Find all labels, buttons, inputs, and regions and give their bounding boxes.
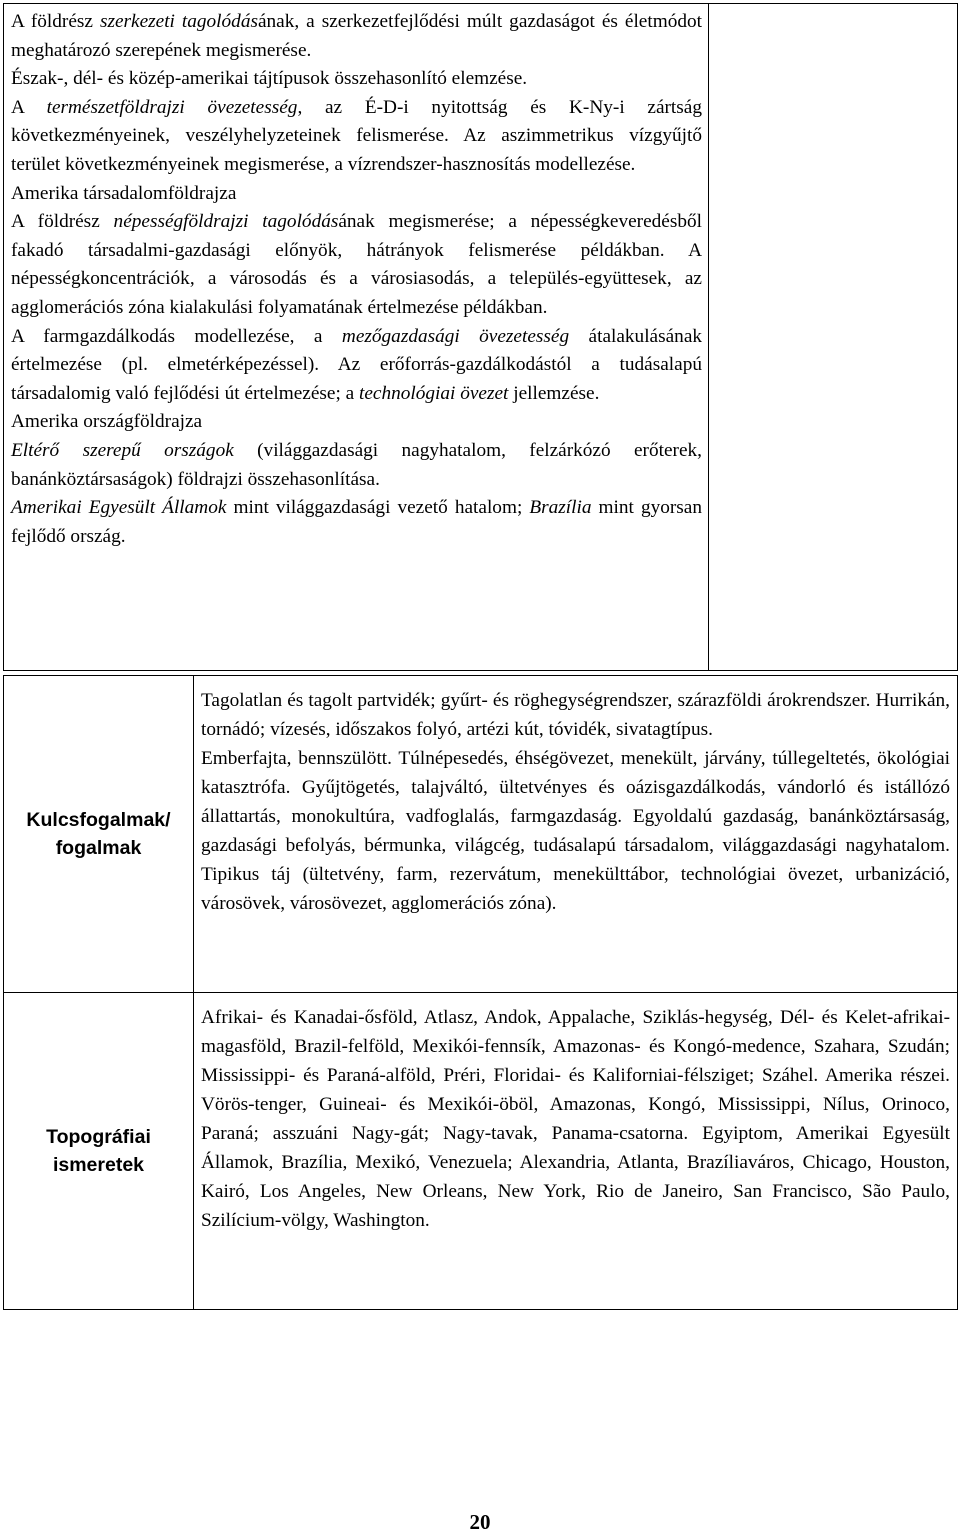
empty-side-cell [708, 3, 958, 671]
page-number: 20 [469, 1510, 491, 1534]
paragraph-usa-brazil: Amerikai Egyesült Államok mint világgazdasági vezető hatalom; Brazília mint gyorsan fejlődő ország. [11, 497, 702, 547]
learning-content-text [4, 4, 708, 551]
paragraph-countries: Eltérő szerepű országok (világgazdasági nagyhatalom, felzárkózó erőterek, banánköztársaságok) földrajzi összehasonlítása. [11, 439, 702, 490]
heading-social-geography: Amerika társadalomföldrajza [11, 182, 237, 204]
key-concepts-label: Kulcsfogalmak/ fogalmak [4, 676, 194, 992]
paragraph-farming: A farmgazdálkodás modellezése, a mezőgazdasági övezetesség átalakulásának értelmezése (pl. elmetérképezéssel). Az erőforrás-gazdálkodástól a tudásalapú társadalomig való fejlődési út értelmezése; a technológiai övezet jellemzése. [11, 325, 703, 404]
paragraph-structure: A földrész szerkezeti tagolódásának, a szerkezetfejlődési múlt gazdaságot és életmódot meghatározó szerepének megismerése. [11, 11, 702, 61]
paragraph-zonation: A természetföldrajzi övezetesség, az É-D-i nyitottság és K-Ny-i zártság következményeinek, veszélyhelyzeteinek felismerése. Az aszimmetrikus vízgyűjtő terület következményeinek megismerése, a vízrendszer-hasznosítás modellezése. [11, 96, 702, 175]
key-concepts-row [3, 675, 958, 993]
key-concepts-social: Emberfajta, bennszülött. Túlnépesedés, éhségövezet, menekült, járvány, túllegeltetés, ökológiai katasztrófa. Gyűjtögetés, talajváltó, ültetvényes és oázisgazdálkodás, vándorló és istállózó állattartás, monokultúra, vadfoglalás, farmgazdaság. Egyoldalú gazdaság, banánköztársaság, gazdasági befolyás, bérmunka, világcég, tudásalapú társadalom, világgazdasági nagyhatalom. Tipikus táj (ültetvény, farm, rezervátum, menekülttábor, technológiai övezet, urbanizáció, városövek, városövezet, agglomerációs zóna). [201, 748, 950, 914]
heading-country-geography: Amerika országföldrajza [11, 411, 203, 433]
key-concepts-natural: Tagolatlan és tagolt partvidék; gyűrt- és röghegységrendszer, szárazföldi árokrendszer. Hurrikán, tornádó; vízesés, időszakos folyó, artézi kút, tóvidék, sivatagtípus. [201, 690, 950, 740]
topography-content [194, 993, 957, 1309]
key-concepts-content [194, 676, 957, 992]
paragraph-landscape-types: Észak-, dél- és közép-amerikai tájtípusok összehasonlító elemzése. [11, 68, 528, 90]
learning-content-cell [3, 3, 709, 671]
paragraph-population: A földrész népességföldrajzi tagolódásának megismerése; a népességkeveredésből fakadó társadalmi-gazdasági előnyök, hátrányok felismerése példákban. A népességkoncentrációk, a városodás és a városiasodás, a település-együttesek, az agglomerációs zóna kialakulási folyamatának értelmezése példákban. [11, 211, 703, 318]
topography-row [3, 993, 958, 1310]
topography-label: Topográfiai ismeretek [4, 993, 194, 1309]
topography-text: Afrikai- és Kanadai-ősföld, Atlasz, Andok, Appalache, Sziklás-hegység, Dél- és Kelet-afrikai- magasföld, Brazil-felföld, Mexikói-fennsík, Amazonas- és Kongó-medence, Szahara, Szudán; Mississippi- és Paraná-alföld, Préri, Floridai- és Kaliforniai-félsziget; Száhel. Amerika részei. Vörös-tenger, Guineai- és Mexikói-öböl, Amazonas, Kongó, Mississippi, Nílus, Orinoco, Paraná; asszuáni Nagy-gát; Nagy-tavak, Panama-csatorna. Egyiptom, Amerikai Egyesült Államok, Brazília, Mexikó, Venezuela; Alexandria, Atlanta, Brazíliaváros, Chicago, Houston, Kairó, Los Angeles, New Orleans, New York, Rio de Janeiro, San Francisco, São Paulo, Szilícium-völgy, Washington. [201, 1007, 950, 1231]
